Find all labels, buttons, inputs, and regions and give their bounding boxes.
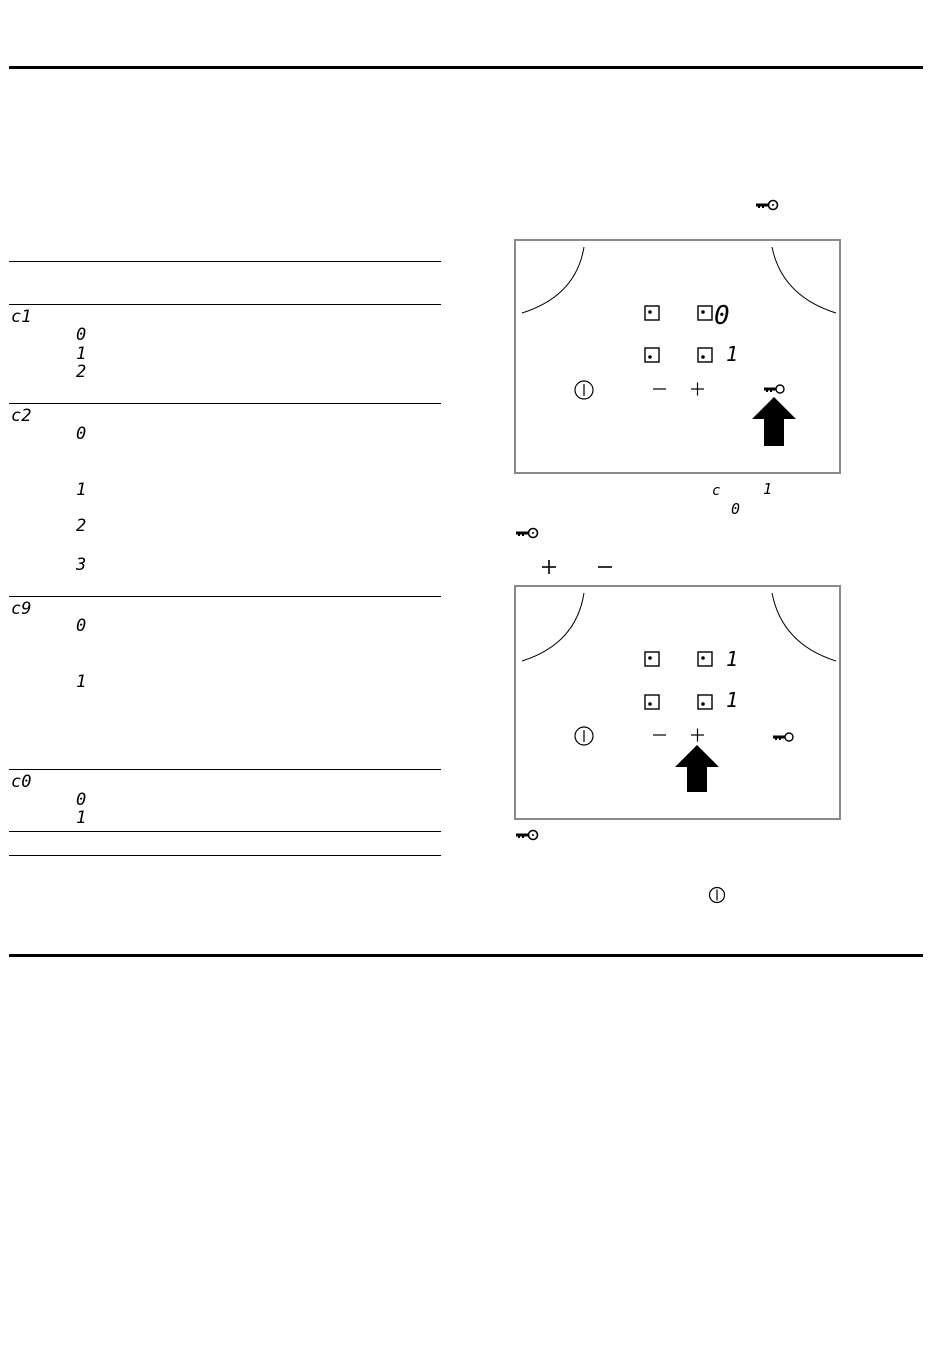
group-code: c2 [11, 406, 32, 426]
power-icon [708, 886, 726, 904]
control-panel-bottom [514, 585, 841, 820]
group-value: 2 [76, 516, 87, 536]
display-upper: 0 [714, 301, 730, 331]
group-value: 1 [76, 808, 87, 828]
group-value: 1 [76, 672, 87, 692]
group-code: c1 [11, 307, 32, 327]
display-lower: 1 [726, 342, 739, 366]
value-zero: 0 [731, 500, 741, 518]
key-icon [515, 828, 539, 842]
group-value: 1 [76, 480, 87, 500]
control-panel-top [514, 239, 841, 474]
table-line [9, 596, 441, 597]
group-value: 3 [76, 555, 87, 575]
key-icon [755, 198, 779, 212]
group-code: c9 [11, 599, 32, 619]
display-upper: 1 [726, 647, 739, 671]
value-one: 1 [763, 480, 773, 498]
group-value: 2 [76, 362, 87, 382]
table-line [9, 831, 441, 832]
minus-icon [597, 559, 613, 575]
group-value: 0 [76, 616, 87, 636]
group-value: 0 [76, 325, 87, 345]
table-line [9, 261, 441, 262]
key-icon [515, 526, 539, 540]
display-lower: 1 [726, 688, 739, 712]
plus-icon [541, 559, 557, 575]
bottom-rule [9, 954, 923, 957]
group-value: 0 [76, 424, 87, 444]
group-value: 0 [76, 790, 87, 810]
table-line [9, 855, 441, 856]
table-line [9, 769, 441, 770]
hob-outline [516, 587, 843, 822]
c-label: c [712, 483, 721, 499]
table-line [9, 403, 441, 404]
hob-outline [516, 241, 843, 476]
group-value: 1 [76, 344, 87, 364]
top-rule [9, 66, 923, 69]
group-code: c0 [11, 772, 32, 792]
table-line [9, 304, 441, 305]
